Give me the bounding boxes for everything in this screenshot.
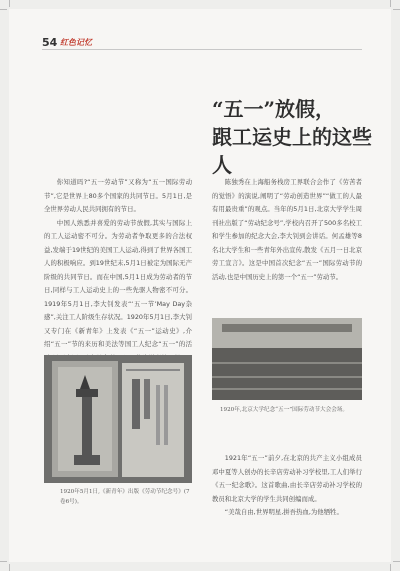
article-title bbox=[212, 95, 382, 179]
title-line-2: 跟工运史上的这些人 bbox=[212, 125, 372, 177]
crop-mark-tr-v bbox=[390, 0, 391, 7]
header-divider bbox=[42, 49, 362, 50]
left-paragraph-1: 你知道吗?“五一劳动节”又称为“五一国际劳动节”,它是世界上80多个国家的共同节日。5月1日,是全世界劳动人民共同拥有的节日。 bbox=[44, 178, 192, 213]
photo-meeting-hall bbox=[212, 318, 362, 400]
crop-mark-tl-h bbox=[0, 9, 7, 10]
magazine-covers-illustration bbox=[44, 355, 192, 483]
meeting-hall-illustration bbox=[212, 318, 362, 400]
crop-mark-bl-h bbox=[0, 561, 7, 562]
section-tag: 红色记忆 bbox=[60, 38, 92, 47]
right-bottom-paragraph-2: “美哉自由,世界明星,拼吾热血,为他牺牲。 bbox=[224, 508, 343, 516]
right-bottom-column bbox=[212, 452, 362, 520]
right-column bbox=[212, 176, 362, 284]
left-column bbox=[44, 176, 192, 365]
right-bottom-paragraph-1: 1921年“五一”前夕,在北京的共产主义小组成员邓中夏等人创办的长辛店劳动补习学校里,工人们举行《五一纪念歌》。这首歌曲,由长辛店劳动补习学校的教员和北京大学的学生共同创编而成。 bbox=[212, 454, 362, 503]
crop-mark-br-v bbox=[390, 564, 391, 571]
right-paragraph-1: 陈独秀在上海船务栈房工界联合会作了《劳苦者的觉悟》的演说,阐明了“劳动创造世界”“做工的人最有用最贵重”的观点。当年的5月1日,北京大学学生周刊社出版了“劳动纪念号”,学校内召开了500多名校工和学生参加的纪念大会,李大钊到会讲话。何孟雄等8名北大学生和一些青年外出宣传,散发《五月一日北京劳工宣言》。这是中国首次纪念“五一”国际劳动节的活动,也是中国历史上的第一个“五一”劳动节。 bbox=[212, 178, 362, 281]
crop-mark-br-h bbox=[393, 561, 400, 562]
crop-mark-tl-v bbox=[9, 0, 10, 7]
left-paragraph-2: 中国人熟悉并喜爱的劳动节放假,其实与国际上的工人运动密不可分。为劳动者争取更多的合法权益,发端于19世纪的美国工人运动,得到了世界各国工人的积极响应。到19世纪末,5月1日被定为国际无产阶级的共同节日。而在中国,5月1日成为劳动者的节日,同样与工人运动史上的一些先驱人物密不可分。1919年5月1日,李大钊发表“‘五一节’May Day杂感”,关注工人阶级生存状况。1920年5月1日,李大钊又专门在《新青年》上发表《“五一”运动史》,介绍“五一”节的来历和美法等国工人纪念“五一”的活 bbox=[44, 218, 192, 348]
title-line-1: “五一”放假， bbox=[212, 97, 336, 121]
crop-mark-tr-h bbox=[393, 9, 400, 10]
right-photo-caption: 1920年,北京大学纪念“五一”国际劳动节大会会场。 bbox=[220, 407, 349, 413]
photo-magazine-covers bbox=[44, 355, 192, 483]
left-photo-caption: 1920年5月1日,《新青年》出版《劳动节纪念号》(7卷6号)。 bbox=[60, 489, 190, 505]
page-number: 54 bbox=[42, 36, 58, 49]
crop-mark-bl-v bbox=[9, 564, 10, 571]
